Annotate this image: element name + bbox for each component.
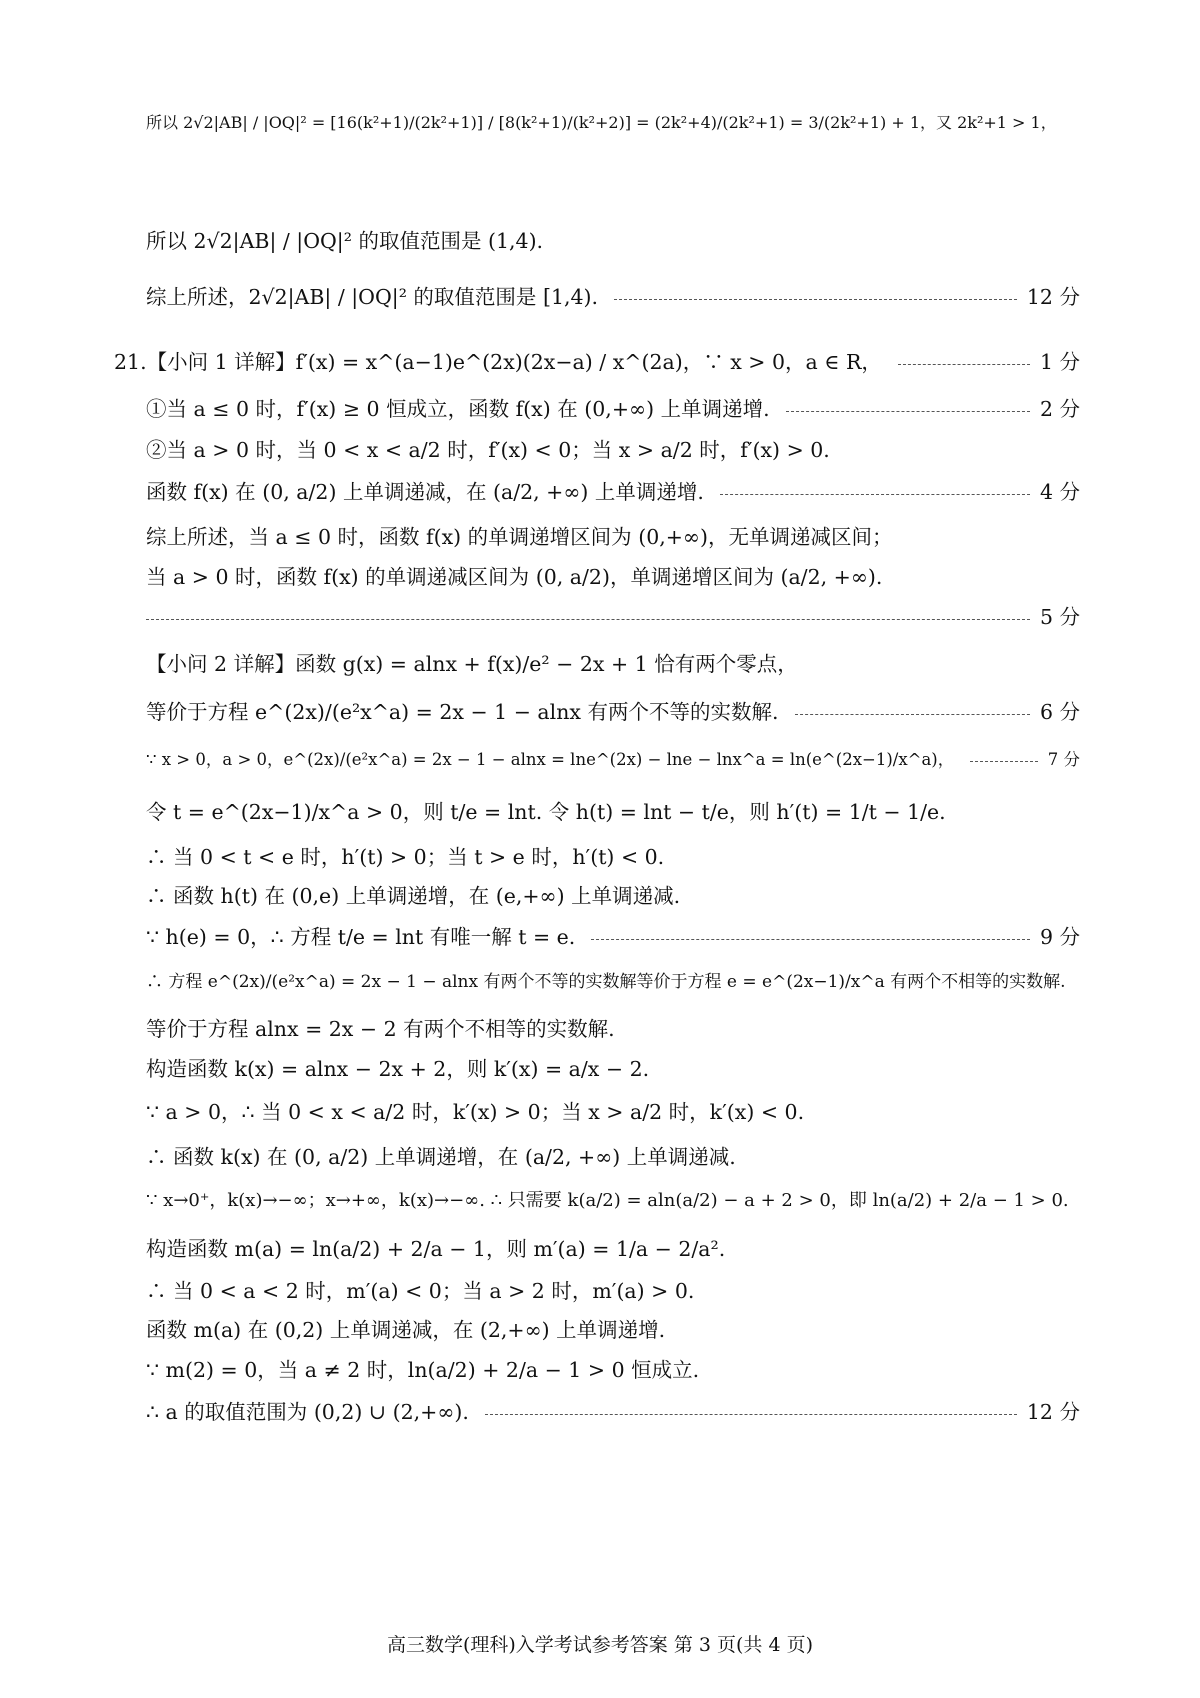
- solution-line: [146, 845, 1080, 870]
- score-leader-dashes: [970, 761, 1038, 762]
- solution-text: 综上所述，当 a ≤ 0 时，函数 f(x) 的单调递增区间为 (0,+∞)，无单调递减区间；: [146, 525, 893, 549]
- solution-text: ∵ x > 0，a > 0，e^(2x)/(e²x^a) = 2x − 1 − alnx = lne^(2x) − lne − lnx^a = ln(e^(2x−1)/x^a)，: [146, 750, 955, 769]
- solution-line: [114, 350, 1080, 375]
- solution-text: ①当 a ≤ 0 时，f′(x) ≥ 0 恒成立，函数 f(x) 在 (0,+∞) 上单调递增.: [146, 397, 770, 421]
- solution-line: [146, 397, 1080, 422]
- solution-text: ∴ a 的取值范围为 (0,2) ∪ (2,+∞).: [146, 1400, 469, 1424]
- solution-line: [146, 229, 1080, 254]
- solution-line: [146, 525, 1080, 550]
- solution-line: [146, 1358, 1080, 1383]
- solution-text: 构造函数 k(x) = alnx − 2x + 2，则 k′(x) = a/x − 2.: [146, 1057, 650, 1081]
- solution-text: 21.【小问 1 详解】f′(x) = x^(a−1)e^(2x)(2x−a) / x^(2a)，∵ x > 0，a ∈ R，: [114, 350, 882, 374]
- solution-text: 所以 2√2|AB| / |OQ|² 的取值范围是 (1,4).: [146, 229, 544, 253]
- score-mark: 12 分: [1026, 1400, 1080, 1424]
- solution-line: [146, 605, 1080, 630]
- solution-text: ∵ h(e) = 0，∴ 方程 t/e = lnt 有唯一解 t = e.: [146, 925, 576, 949]
- solution-text: ∵ x→0⁺，k(x)→−∞；x→+∞，k(x)→−∞. ∴ 只需要 k(a/2) = aln(a/2) − a + 2 > 0，即 ln(a/2) + 2/a − 1 > 0.: [146, 1190, 1069, 1211]
- score-leader-dashes: [795, 714, 1030, 715]
- solution-line: [146, 972, 1080, 992]
- solution-line: [146, 113, 1080, 132]
- score-mark: 1 分: [1039, 350, 1080, 374]
- solution-line: [146, 700, 1080, 725]
- solution-text: 当 a > 0 时，函数 f(x) 的单调递减区间为 (0, a/2)，单调递增区间为 (a/2, +∞).: [146, 565, 883, 589]
- solution-text: 综上所述，2√2|AB| / |OQ|² 的取值范围是 [1,4).: [146, 285, 599, 309]
- score-mark: 7 分: [1047, 750, 1080, 769]
- solution-text: ∵ a > 0，∴ 当 0 < x < a/2 时，k′(x) > 0；当 x > a/2 时，k′(x) < 0.: [146, 1100, 805, 1124]
- score-leader-dashes: [591, 939, 1030, 940]
- score-leader-dashes: [786, 411, 1030, 412]
- solution-line: [146, 1145, 1080, 1170]
- score-mark: 9 分: [1039, 925, 1080, 949]
- solution-line: [146, 750, 1080, 770]
- solution-text: 等价于方程 alnx = 2x − 2 有两个不相等的实数解.: [146, 1017, 615, 1041]
- score-mark: 5 分: [1039, 605, 1080, 629]
- score-leader-dashes: [720, 494, 1030, 495]
- score-leader-dashes: [614, 299, 1017, 300]
- score-mark: 6 分: [1039, 700, 1080, 724]
- solution-line: [146, 480, 1080, 505]
- solution-text: 所以 2√2|AB| / |OQ|² = [16(k²+1)/(2k²+1)] / [8(k²+1)/(k²+2)] = (2k²+4)/(2k²+1) = 3/(2k²+1) + 1，又 2k²+1 > 1，: [146, 113, 1057, 132]
- solution-line: [146, 1190, 1080, 1212]
- solution-line: [146, 1237, 1080, 1262]
- solution-text: ②当 a > 0 时，当 0 < x < a/2 时，f′(x) < 0；当 x > a/2 时，f′(x) > 0.: [146, 438, 830, 462]
- solution-line: [146, 925, 1080, 950]
- solution-line: [146, 1057, 1080, 1082]
- score-leader-dashes: [146, 619, 1030, 620]
- solution-line: [146, 565, 1080, 590]
- solution-text: 函数 m(a) 在 (0,2) 上单调递减，在 (2,+∞) 上单调递增.: [146, 1318, 666, 1342]
- solution-line: [146, 652, 1080, 677]
- solution-line: [146, 884, 1080, 909]
- solution-line: [146, 1100, 1080, 1125]
- solution-text: ∴ 当 0 < a < 2 时，m′(a) < 0；当 a > 2 时，m′(a) > 0.: [146, 1279, 695, 1303]
- page-footer: 高三数学(理科)入学考试参考答案 第 3 页(共 4 页): [386, 1634, 814, 1656]
- score-mark: 4 分: [1039, 480, 1080, 504]
- solution-line: [146, 800, 1080, 825]
- solution-text: 【小问 2 详解】函数 g(x) = alnx + f(x)/e² − 2x + 1 恰有两个零点，: [146, 652, 798, 676]
- solution-line: [146, 1279, 1080, 1304]
- solution-text: 构造函数 m(a) = ln(a/2) + 2/a − 1，则 m′(a) = 1/a − 2/a².: [146, 1237, 726, 1261]
- score-mark: 2 分: [1039, 397, 1080, 421]
- solution-text: 函数 f(x) 在 (0, a/2) 上单调递减，在 (a/2, +∞) 上单调递增.: [146, 480, 704, 504]
- solution-text: 等价于方程 e^(2x)/(e²x^a) = 2x − 1 − alnx 有两个不等的实数解.: [146, 700, 779, 724]
- score-leader-dashes: [485, 1414, 1017, 1415]
- solution-text: ∴ 当 0 < t < e 时，h′(t) > 0；当 t > e 时，h′(t) < 0.: [146, 845, 665, 869]
- solution-line: [146, 1017, 1080, 1042]
- solution-line: [146, 285, 1080, 310]
- solution-text: ∴ 函数 k(x) 在 (0, a/2) 上单调递增，在 (a/2, +∞) 上单调递减.: [146, 1145, 736, 1169]
- solution-line: [146, 1400, 1080, 1425]
- solution-line: [146, 438, 1080, 463]
- solution-line: [146, 1318, 1080, 1343]
- solution-text: ∵ m(2) = 0，当 a ≠ 2 时，ln(a/2) + 2/a − 1 > 0 恒成立.: [146, 1358, 700, 1382]
- score-mark: 12 分: [1026, 285, 1080, 309]
- solution-text: ∴ 方程 e^(2x)/(e²x^a) = 2x − 1 − alnx 有两个不等的实数解等价于方程 e = e^(2x−1)/x^a 有两个不相等的实数解.: [146, 972, 1066, 992]
- solution-text: 令 t = e^(2x−1)/x^a > 0，则 t/e = lnt. 令 h(t) = lnt − t/e，则 h′(t) = 1/t − 1/e.: [146, 800, 946, 824]
- score-leader-dashes: [898, 364, 1030, 365]
- solution-text: ∴ 函数 h(t) 在 (0,e) 上单调递增，在 (e,+∞) 上单调递减.: [146, 884, 681, 908]
